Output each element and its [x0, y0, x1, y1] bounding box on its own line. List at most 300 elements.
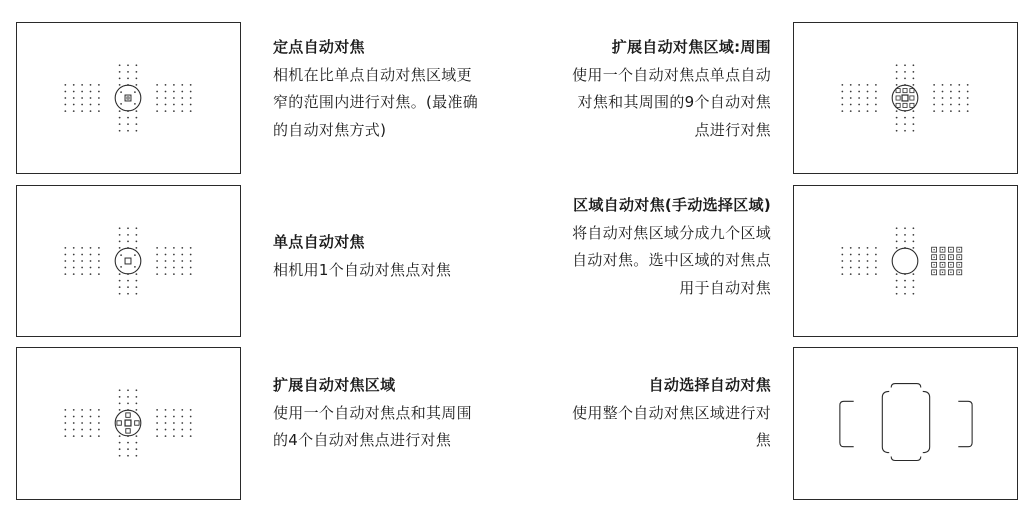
- af-point-dot: [933, 97, 935, 99]
- af-point-dot: [81, 247, 83, 249]
- af-point-dot: [173, 416, 175, 418]
- af-area-bracket-right: [923, 391, 930, 452]
- af-zone-point-dot: [959, 264, 960, 265]
- mode-description-line: 使用一个自动对焦点和其周围: [273, 403, 472, 422]
- af-point-dot: [90, 260, 92, 262]
- af-point-dot: [136, 435, 138, 437]
- af-point-dot: [81, 104, 83, 106]
- af-point-expand-frame: [117, 421, 121, 425]
- af-point-dot: [913, 110, 915, 112]
- af-point-dot: [73, 260, 75, 262]
- af-point-dot: [98, 260, 100, 262]
- af-point-dot: [858, 260, 860, 262]
- af-point-dot: [942, 110, 944, 112]
- af-point-dot: [156, 254, 158, 256]
- af-point-dot: [165, 104, 167, 106]
- af-point-dot: [156, 84, 158, 86]
- af-point-dot: [181, 254, 183, 256]
- af-point-dot: [896, 227, 898, 229]
- af-point-dot: [958, 84, 960, 86]
- af-point-dot: [81, 91, 83, 93]
- mode-description-auto-selection-af: [531, 372, 771, 455]
- af-point-dot: [190, 267, 192, 269]
- af-point-dot: [98, 97, 100, 99]
- af-point-dot: [156, 273, 158, 275]
- af-point-dot: [190, 260, 192, 262]
- af-point-dot: [165, 91, 167, 93]
- af-diagram-expand: [17, 348, 240, 499]
- af-point-dot: [933, 91, 935, 93]
- af-point-dot: [841, 110, 843, 112]
- af-point-dot: [119, 448, 121, 450]
- af-point-dot: [913, 280, 915, 282]
- mode-description-zone-af: [531, 192, 771, 302]
- af-point-dot: [81, 97, 83, 99]
- af-point-dot: [127, 402, 129, 404]
- spot-metering-circle: [115, 85, 141, 111]
- af-point-dot: [967, 91, 969, 93]
- af-point-dot: [127, 389, 129, 391]
- af-point-dot: [90, 104, 92, 106]
- af-point-dot: [119, 273, 121, 275]
- af-point-dot: [136, 77, 138, 79]
- af-point-dot: [950, 84, 952, 86]
- af-point-surround-frame: [896, 89, 900, 93]
- af-diagram-single: [17, 186, 240, 336]
- af-point-dot: [119, 396, 121, 398]
- af-point-dot: [165, 422, 167, 424]
- af-point-dot: [190, 84, 192, 86]
- af-point-dot: [875, 104, 877, 106]
- spot-metering-circle: [115, 248, 141, 274]
- af-point-dot: [967, 97, 969, 99]
- af-point-dot: [904, 123, 906, 125]
- af-point-dot: [858, 104, 860, 106]
- af-point-dot: [190, 409, 192, 411]
- af-point-dot: [73, 91, 75, 93]
- af-point-dot: [119, 389, 121, 391]
- af-point-dot: [867, 91, 869, 93]
- af-point-dot: [181, 273, 183, 275]
- af-point-dot: [181, 84, 183, 86]
- af-point-dot: [81, 110, 83, 112]
- af-zone-point-dot: [942, 257, 943, 258]
- af-point-dot: [119, 234, 121, 236]
- af-point-dot: [119, 64, 121, 66]
- af-point-dot: [136, 234, 138, 236]
- mode-description-spot-af: [273, 34, 513, 144]
- af-point-dot: [127, 71, 129, 73]
- af-zone-point-dot: [933, 264, 934, 265]
- af-area-bracket-top: [891, 384, 921, 388]
- af-point-dot: [896, 286, 898, 288]
- af-point-dot: [73, 409, 75, 411]
- af-point-dot: [127, 64, 129, 66]
- af-point-dot: [867, 273, 869, 275]
- af-point-dot: [81, 267, 83, 269]
- af-point-dot: [136, 293, 138, 295]
- mode-description-line: 点进行对焦: [694, 120, 771, 139]
- af-point-dot: [875, 84, 877, 86]
- af-point-dot: [64, 110, 66, 112]
- af-point-dot: [173, 267, 175, 269]
- af-point-selected-frame: [902, 95, 908, 101]
- af-point-dot: [867, 247, 869, 249]
- af-point-dot: [127, 280, 129, 282]
- af-point-surround-frame: [910, 89, 914, 93]
- af-point-surround-frame: [903, 103, 907, 107]
- af-point-dot: [64, 84, 66, 86]
- af-point-dot: [136, 280, 138, 282]
- af-point-dot: [64, 429, 66, 431]
- af-point-dot: [119, 84, 121, 86]
- af-point-dot: [173, 247, 175, 249]
- mode-description-line: 相机用1个自动对焦点对焦: [273, 260, 452, 279]
- af-point-dot: [896, 110, 898, 112]
- af-point-expand-frame: [126, 429, 130, 433]
- af-point-dot: [81, 260, 83, 262]
- af-point-dot: [81, 273, 83, 275]
- af-point-dot: [933, 104, 935, 106]
- af-point-dot: [950, 91, 952, 93]
- af-point-surround-frame: [896, 103, 900, 107]
- spot-metering-circle: [892, 248, 918, 274]
- af-point-dot: [904, 286, 906, 288]
- af-point-dot: [913, 77, 915, 79]
- af-point-dot: [136, 396, 138, 398]
- af-point-dot: [98, 267, 100, 269]
- af-point-dot: [98, 247, 100, 249]
- af-point-dot: [165, 416, 167, 418]
- af-diagram-zone: [794, 186, 1017, 336]
- mode-title: 扩展自动对焦区域: [273, 376, 396, 394]
- af-point-dot: [119, 455, 121, 457]
- af-point-dot: [173, 422, 175, 424]
- af-point-dot: [98, 110, 100, 112]
- af-point-dot: [967, 84, 969, 86]
- af-point-dot: [73, 416, 75, 418]
- af-point-dot: [841, 104, 843, 106]
- af-point-dot: [904, 117, 906, 119]
- af-point-dot: [64, 409, 66, 411]
- af-point-dot: [136, 389, 138, 391]
- af-point-dot: [156, 267, 158, 269]
- af-point-dot: [156, 247, 158, 249]
- af-point-dot: [875, 260, 877, 262]
- af-point-dot: [850, 91, 852, 93]
- af-point-dot: [119, 117, 121, 119]
- af-point-dot: [904, 71, 906, 73]
- viewfinder-expand-af-area: [16, 347, 241, 500]
- af-point-dot: [858, 84, 860, 86]
- af-point-dot: [127, 130, 129, 132]
- af-point-dot: [156, 97, 158, 99]
- af-point-dot: [173, 429, 175, 431]
- af-point-dot: [913, 227, 915, 229]
- af-point-dot: [156, 429, 158, 431]
- af-point-dot: [81, 422, 83, 424]
- af-point-dot: [156, 435, 158, 437]
- af-point-dot: [950, 104, 952, 106]
- af-point-dot: [165, 260, 167, 262]
- af-point-dot: [896, 84, 898, 86]
- af-point-dot: [156, 104, 158, 106]
- af-point-dot: [913, 84, 915, 86]
- af-point-dot: [967, 104, 969, 106]
- af-point-dot: [165, 267, 167, 269]
- af-point-dot: [904, 130, 906, 132]
- af-point-dot: [165, 429, 167, 431]
- af-point-dot: [913, 234, 915, 236]
- af-point-dot: [958, 91, 960, 93]
- af-point-dot: [165, 435, 167, 437]
- af-zone-point-dot: [942, 249, 943, 250]
- af-point-dot: [896, 247, 898, 249]
- af-point-dot: [136, 286, 138, 288]
- af-point-dot: [913, 117, 915, 119]
- af-point-dot: [841, 273, 843, 275]
- af-point-dot: [136, 130, 138, 132]
- af-point-dot: [190, 416, 192, 418]
- af-point-dot: [173, 91, 175, 93]
- af-point-dot: [867, 84, 869, 86]
- af-point-dot: [120, 91, 122, 93]
- af-zone-point-dot: [933, 272, 934, 273]
- af-point-dot: [136, 84, 138, 86]
- af-point-dot: [858, 247, 860, 249]
- af-point-dot: [156, 409, 158, 411]
- af-zone-point-dot: [942, 272, 943, 273]
- af-point-dot: [190, 91, 192, 93]
- af-point-dot: [867, 110, 869, 112]
- af-point-dot: [73, 273, 75, 275]
- af-diagram-auto: [794, 348, 1017, 499]
- af-point-dot: [134, 103, 136, 105]
- af-point-dot: [120, 254, 122, 256]
- mode-description-line: 相机在比单点自动对焦区域更: [273, 65, 472, 84]
- mode-title: 单点自动对焦: [273, 233, 365, 251]
- af-point-dot: [90, 429, 92, 431]
- af-point-dot: [875, 97, 877, 99]
- af-point-dot: [173, 97, 175, 99]
- af-point-dot: [173, 409, 175, 411]
- af-point-dot: [181, 247, 183, 249]
- mode-description-line: 使用整个自动对焦区域进行对: [572, 403, 771, 422]
- af-point-dot: [136, 117, 138, 119]
- af-point-dot: [73, 254, 75, 256]
- af-point-dot: [73, 110, 75, 112]
- af-point-dot: [90, 422, 92, 424]
- af-point-dot: [913, 64, 915, 66]
- af-point-dot: [173, 260, 175, 262]
- af-point-dot: [127, 396, 129, 398]
- af-point-dot: [850, 273, 852, 275]
- af-point-dot: [867, 260, 869, 262]
- af-point-dot: [64, 273, 66, 275]
- af-point-dot: [904, 293, 906, 295]
- af-point-dot: [119, 247, 121, 249]
- af-point-dot: [875, 247, 877, 249]
- af-point-dot: [127, 286, 129, 288]
- af-point-dot: [896, 240, 898, 242]
- af-zone-point-dot: [942, 264, 943, 265]
- mode-description-line: 的4个自动对焦点进行对焦: [273, 431, 452, 449]
- af-point-dot: [73, 247, 75, 249]
- af-point-dot: [913, 247, 915, 249]
- af-point-dot: [90, 247, 92, 249]
- af-point-dot: [90, 416, 92, 418]
- af-point-dot: [81, 435, 83, 437]
- af-point-dot: [841, 260, 843, 262]
- af-point-dot: [134, 266, 136, 268]
- af-point-dot: [119, 286, 121, 288]
- af-point-dot: [950, 97, 952, 99]
- af-point-dot: [127, 77, 129, 79]
- af-point-dot: [850, 110, 852, 112]
- af-point-dot: [896, 130, 898, 132]
- af-point-dot: [165, 97, 167, 99]
- af-point-dot: [933, 110, 935, 112]
- af-point-dot: [98, 435, 100, 437]
- af-point-dot: [98, 429, 100, 431]
- af-point-dot: [942, 84, 944, 86]
- af-point-dot: [119, 293, 121, 295]
- af-point-dot: [904, 234, 906, 236]
- mode-description-line: 焦: [755, 431, 771, 449]
- af-point-dot: [136, 455, 138, 457]
- af-point-dot: [134, 91, 136, 93]
- af-point-dot: [136, 448, 138, 450]
- af-point-dot: [119, 123, 121, 125]
- mode-description-line: 用于自动对焦: [679, 278, 771, 297]
- af-point-dot: [119, 77, 121, 79]
- af-point-dot: [90, 84, 92, 86]
- af-point-dot: [181, 435, 183, 437]
- af-point-dot: [90, 254, 92, 256]
- af-point-dot: [64, 435, 66, 437]
- af-point-dot: [64, 260, 66, 262]
- af-point-dot: [850, 254, 852, 256]
- af-point-dot: [165, 273, 167, 275]
- af-area-bracket-bottom: [891, 457, 921, 461]
- af-point-dot: [90, 409, 92, 411]
- af-point-dot: [913, 123, 915, 125]
- af-point-dot: [896, 77, 898, 79]
- af-point-selected-frame: [125, 420, 131, 426]
- af-point-dot: [841, 91, 843, 93]
- af-point-dot: [165, 254, 167, 256]
- af-area-bracket-left: [882, 391, 889, 452]
- af-point-dot: [136, 273, 138, 275]
- af-point-dot: [841, 267, 843, 269]
- af-point-dot: [73, 84, 75, 86]
- af-point-dot: [64, 254, 66, 256]
- af-point-dot: [950, 110, 952, 112]
- mode-title: 自动选择自动对焦: [648, 376, 771, 394]
- af-point-dot: [119, 240, 121, 242]
- af-point-dot: [136, 402, 138, 404]
- af-point-dot: [127, 123, 129, 125]
- af-point-dot: [127, 448, 129, 450]
- af-point-dot: [98, 422, 100, 424]
- af-point-dot: [119, 130, 121, 132]
- af-point-dot: [98, 84, 100, 86]
- af-zone-point-dot: [950, 272, 951, 273]
- af-point-dot: [841, 97, 843, 99]
- af-point-surround-frame: [910, 103, 914, 107]
- mode-title: 区域自动对焦(手动选择区域): [573, 196, 771, 214]
- af-point-dot: [136, 247, 138, 249]
- af-point-dot: [136, 227, 138, 229]
- af-point-dot: [190, 422, 192, 424]
- af-point-dot: [90, 435, 92, 437]
- af-point-dot: [896, 280, 898, 282]
- af-point-dot: [136, 442, 138, 444]
- af-point-dot: [896, 293, 898, 295]
- af-point-dot: [136, 240, 138, 242]
- af-point-dot: [850, 247, 852, 249]
- af-point-dot: [896, 64, 898, 66]
- af-point-dot: [913, 293, 915, 295]
- af-zone-point-dot: [933, 249, 934, 250]
- af-point-dot: [875, 267, 877, 269]
- af-point-dot: [867, 267, 869, 269]
- af-point-dot: [896, 234, 898, 236]
- af-point-dot: [181, 104, 183, 106]
- af-point-dot: [841, 254, 843, 256]
- af-point-dot: [867, 104, 869, 106]
- af-point-expand-frame: [126, 413, 130, 417]
- af-point-dot: [850, 84, 852, 86]
- af-point-dot: [190, 254, 192, 256]
- mode-description-line: 对焦和其周围的9个自动对焦: [577, 93, 771, 111]
- af-point-dot: [98, 273, 100, 275]
- af-point-dot: [136, 64, 138, 66]
- af-point-dot: [119, 442, 121, 444]
- af-point-dot: [913, 286, 915, 288]
- af-point-dot: [119, 110, 121, 112]
- viewfinder-expand-af-area-surround: [793, 22, 1018, 174]
- af-point-dot: [73, 97, 75, 99]
- af-point-dot: [181, 91, 183, 93]
- af-point-dot: [119, 435, 121, 437]
- af-point-dot: [181, 409, 183, 411]
- af-point-dot: [913, 240, 915, 242]
- af-point-surround-frame: [903, 89, 907, 93]
- mode-description-expand-af-area-surround: [531, 34, 771, 144]
- af-point-dot: [64, 267, 66, 269]
- af-point-dot: [127, 227, 129, 229]
- mode-description-line: 将自动对焦区域分成九个区域: [572, 223, 771, 242]
- af-point-surround-frame: [896, 96, 900, 100]
- af-point-dot: [181, 260, 183, 262]
- af-point-dot: [913, 130, 915, 132]
- af-point-dot: [181, 416, 183, 418]
- af-zone-point-dot: [959, 257, 960, 258]
- af-point-dot: [64, 91, 66, 93]
- af-point-dot: [173, 84, 175, 86]
- af-point-dot: [127, 442, 129, 444]
- af-point-dot: [90, 97, 92, 99]
- af-point-dot: [173, 435, 175, 437]
- af-point-dot: [190, 110, 192, 112]
- af-point-selected-frame: [125, 95, 131, 101]
- af-point-dot: [181, 267, 183, 269]
- mode-description-line: 的自动对焦方式): [273, 120, 387, 139]
- af-point-dot: [156, 110, 158, 112]
- af-point-dot: [896, 71, 898, 73]
- af-point-dot: [156, 416, 158, 418]
